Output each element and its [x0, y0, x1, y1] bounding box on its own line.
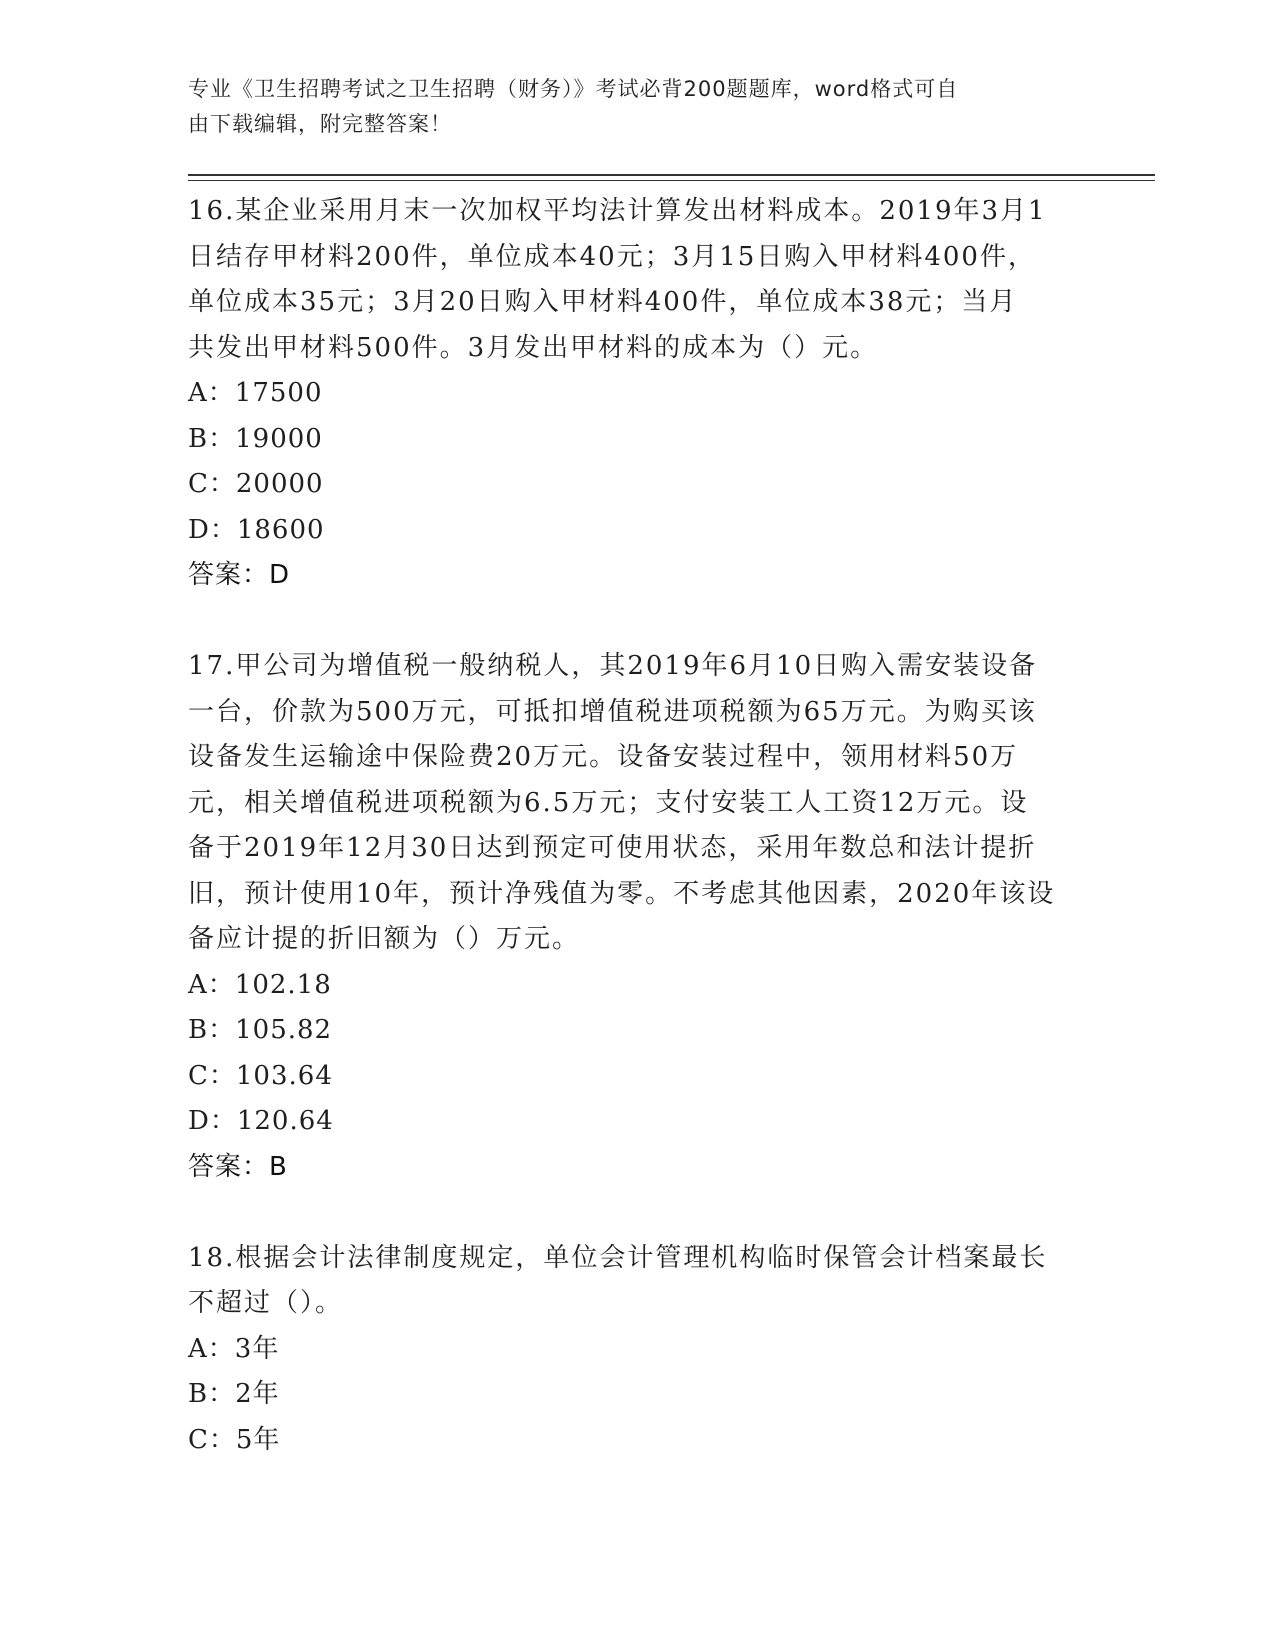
question-spacer: [188, 1190, 1088, 1236]
question-17-stem: [188, 644, 1088, 963]
option-b: B：19000: [188, 423, 323, 454]
option-a: A：3年: [188, 1333, 280, 1364]
question-line: 18.根据会计法律制度规定，单位会计管理机构临时保管会计档案最长: [188, 1242, 1048, 1273]
question-16: [188, 189, 1088, 599]
header-divider-thick: [188, 174, 1155, 176]
option-a: A：102.18: [188, 969, 332, 1000]
question-line: 共发出甲材料500件。3月发出甲材料的成本为（）元。: [188, 332, 879, 363]
option-d: D：18600: [188, 514, 325, 545]
question-line: 17.甲公司为增值税一般纳税人，其2019年6月10日购入需安装设备: [188, 651, 1038, 681]
question-16-stem: [188, 189, 1088, 371]
question-line: 单位成本35元；3月20日购入甲材料400件，单位成本38元；当月: [188, 287, 1018, 317]
question-line: 备于2019年12月30日达到预定可使用状态，采用年数总和法计提折: [188, 833, 1037, 863]
question-list: [188, 189, 1088, 1463]
question-line: 旧，预计使用10年，预计净残值为零。不考虑其他因素，2020年该设: [188, 878, 1056, 909]
answer-label: 答案：B: [188, 1151, 288, 1182]
option-c: C：5年: [188, 1424, 281, 1455]
header-line-1: 专业《卫生招聘考试之卫生招聘（财务）》考试必背200题题库，word格式可自: [188, 77, 959, 101]
question-line: 元，相关增值税进项税额为6.5万元；支付安装工人工资12万元。设: [188, 787, 1029, 818]
question-18: [188, 1236, 1088, 1464]
question-line: 一台，价款为500万元，可抵扣增值税进项税额为65万元。为购买该: [188, 696, 1037, 727]
option-c: C：20000: [188, 469, 324, 499]
document-header: [188, 72, 1068, 142]
option-b: B：2年: [188, 1379, 280, 1409]
header-line-2: 由下载编辑，附完整答案！: [188, 112, 452, 136]
header-divider-thin: [188, 180, 1155, 181]
option-a: A：17500: [188, 378, 323, 408]
question-line: 不超过（）。: [188, 1288, 344, 1318]
question-line: 备应计提的折旧额为（）万元。: [188, 924, 581, 954]
question-17: [188, 644, 1088, 1190]
answer-label: 答案：D: [188, 560, 291, 590]
question-line: 16.某企业采用月末一次加权平均法计算发出材料成本。2019年3月1: [188, 196, 1047, 226]
question-line: 日结存甲材料200件，单位成本40元；3月15日购入甲材料400件，: [188, 241, 1036, 272]
option-d: D：120.64: [188, 1106, 334, 1136]
option-b: B：105.82: [188, 1015, 333, 1045]
question-line: 设备发生运输途中保险费20万元。设备安装过程中，领用材料50万: [188, 742, 1019, 772]
question-spacer: [188, 599, 1088, 645]
question-18-stem: [188, 1236, 1088, 1327]
option-c: C：103.64: [188, 1060, 333, 1091]
